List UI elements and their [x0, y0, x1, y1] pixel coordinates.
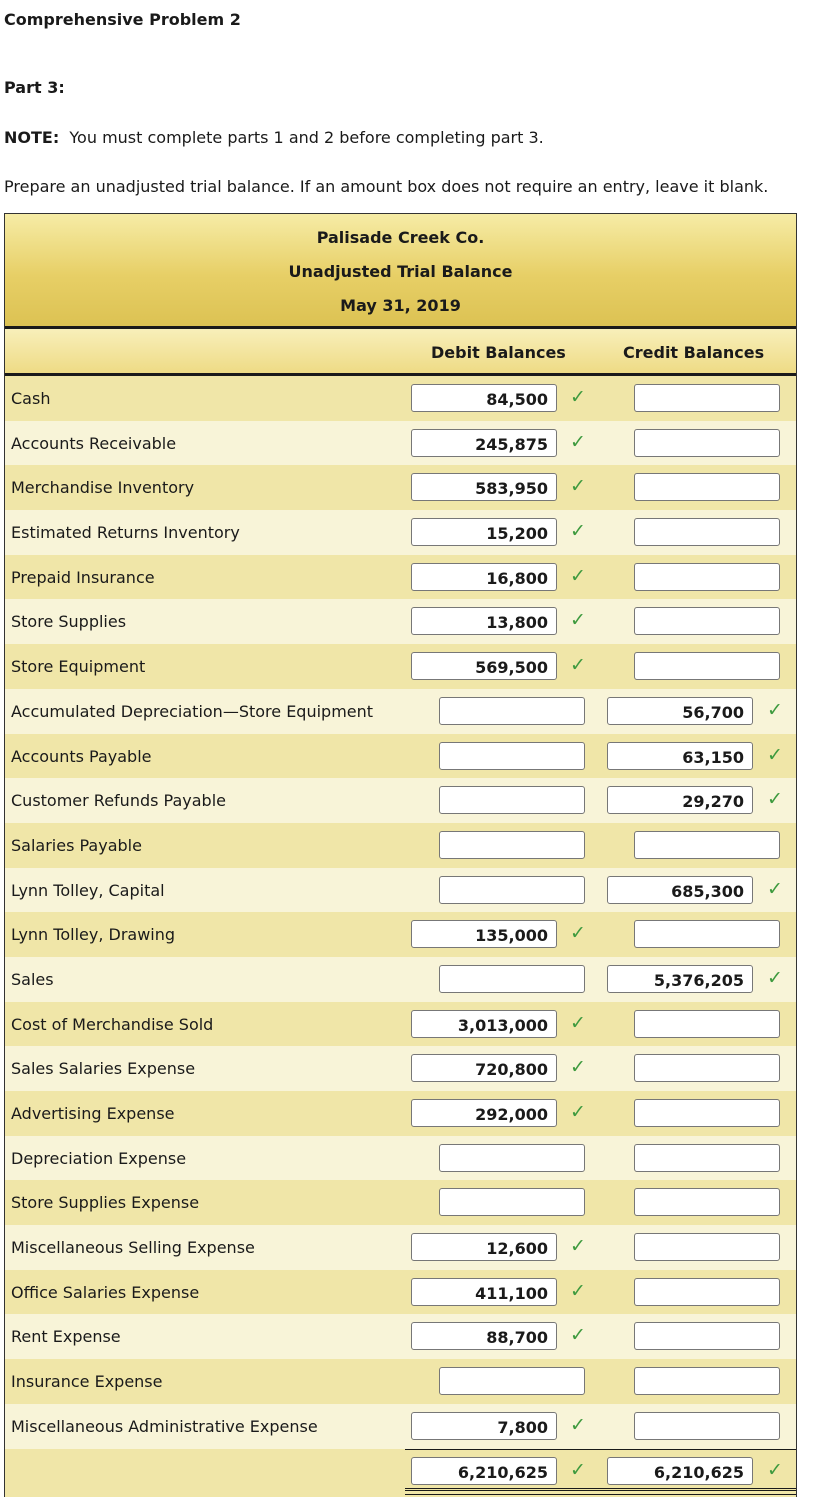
totals-row: [5, 1449, 796, 1497]
credit-input[interactable]: [634, 1322, 780, 1350]
table-row: [5, 823, 796, 868]
account-name: Rent Expense: [11, 1327, 121, 1347]
credit-input[interactable]: [634, 1412, 780, 1440]
table-row: [5, 1180, 796, 1225]
account-name: Sales: [11, 969, 54, 989]
debit-input[interactable]: [439, 697, 585, 725]
credit-input[interactable]: [634, 1144, 780, 1172]
account-name: Miscellaneous Selling Expense: [11, 1238, 255, 1258]
credit-header: Credit Balances: [623, 343, 765, 362]
part-heading: Part 3:: [4, 78, 65, 97]
debit-header: Debit Balances: [431, 343, 566, 362]
debit-input[interactable]: 84,500: [411, 384, 557, 412]
credit-input[interactable]: [634, 429, 780, 457]
check-icon: ✓: [570, 1056, 586, 1079]
debit-input[interactable]: [439, 1144, 585, 1172]
account-name: Customer Refunds Payable: [11, 791, 226, 811]
check-icon: ✓: [570, 430, 586, 453]
table-row: [5, 421, 796, 466]
check-icon: ✓: [570, 1324, 586, 1347]
debit-input[interactable]: 411,100: [411, 1278, 557, 1306]
table-row: [5, 734, 796, 779]
account-name: Cash: [11, 389, 51, 408]
statement-name: Unadjusted Trial Balance: [288, 262, 513, 281]
debit-total-input[interactable]: 6,210,625: [411, 1457, 557, 1485]
account-name: Accumulated Depreciation—Store Equipment: [11, 701, 374, 721]
debit-input[interactable]: 12,600: [411, 1233, 557, 1261]
check-icon: ✓: [570, 1011, 586, 1034]
company-name: Palisade Creek Co.: [316, 228, 485, 247]
check-icon: ✓: [570, 1279, 586, 1302]
credit-input[interactable]: [634, 1010, 780, 1038]
account-name: Store Supplies: [11, 612, 127, 632]
account-name: Estimated Returns Inventory: [11, 523, 240, 543]
debit-input[interactable]: 245,875: [411, 429, 557, 457]
note: [4, 128, 544, 147]
account-rows: [5, 376, 796, 1449]
debit-input[interactable]: [439, 1367, 585, 1395]
debit-input[interactable]: 15,200: [411, 518, 557, 546]
table-row: [5, 868, 796, 913]
debit-input[interactable]: 16,800: [411, 563, 557, 591]
debit-input[interactable]: 292,000: [411, 1099, 557, 1127]
account-name: Lynn Tolley, Capital: [11, 880, 165, 900]
table-row: [5, 1270, 796, 1315]
table-row: [5, 1404, 796, 1449]
account-name: Prepaid Insurance: [11, 567, 155, 587]
credit-input[interactable]: [634, 607, 780, 635]
double-rule: [405, 1488, 796, 1495]
check-icon: ✓: [570, 1235, 586, 1258]
credit-input[interactable]: [634, 384, 780, 412]
account-name: Cost of Merchandise Sold: [11, 1014, 214, 1034]
account-name: Depreciation Expense: [11, 1148, 187, 1168]
table-row: [5, 644, 796, 689]
debit-input[interactable]: [439, 786, 585, 814]
credit-input[interactable]: [634, 1054, 780, 1082]
check-icon: ✓: [767, 1458, 783, 1481]
instructions: Prepare an unadjusted trial balance. If an amount box does not require an entry, leave it blank.: [4, 177, 769, 196]
table-row: [5, 555, 796, 600]
table-row: [5, 689, 796, 734]
check-icon: ✓: [767, 877, 783, 900]
table-row: [5, 1091, 796, 1136]
account-name: Merchandise Inventory: [11, 478, 195, 498]
debit-input[interactable]: 583,950: [411, 473, 557, 501]
table-row: [5, 376, 796, 421]
note-label: NOTE:: [4, 128, 60, 147]
table-row: [5, 1046, 796, 1091]
check-icon: ✓: [570, 1413, 586, 1436]
table-row: [5, 957, 796, 1002]
table-row: [5, 778, 796, 823]
debit-input[interactable]: 569,500: [411, 652, 557, 680]
table-row: [5, 599, 796, 644]
account-name: Salaries Payable: [11, 835, 142, 855]
debit-input[interactable]: [439, 965, 585, 993]
table-heading: [5, 214, 796, 329]
trial-balance-table: [4, 213, 797, 1497]
credit-input[interactable]: [634, 518, 780, 546]
column-headers: [5, 329, 796, 376]
debit-input[interactable]: [439, 1188, 585, 1216]
table-row: [5, 1136, 796, 1181]
check-icon: ✓: [570, 609, 586, 632]
statement-date: May 31, 2019: [340, 296, 461, 315]
debit-input[interactable]: 13,800: [411, 607, 557, 635]
credit-input[interactable]: 56,700: [607, 697, 753, 725]
account-name: Sales Salaries Expense: [11, 1059, 196, 1079]
table-row: [5, 1359, 796, 1404]
account-name: Office Salaries Expense: [11, 1282, 200, 1302]
credit-input[interactable]: [634, 1278, 780, 1306]
account-name: Insurance Expense: [11, 1372, 163, 1392]
account-name: Store Supplies Expense: [11, 1193, 200, 1213]
debit-input[interactable]: 88,700: [411, 1322, 557, 1350]
credit-input[interactable]: [634, 1188, 780, 1216]
table-row: [5, 1225, 796, 1270]
check-icon: ✓: [570, 520, 586, 543]
credit-input[interactable]: 63,150: [607, 742, 753, 770]
debit-input[interactable]: [439, 876, 585, 904]
debit-input[interactable]: 7,800: [411, 1412, 557, 1440]
table-row: [5, 912, 796, 957]
debit-input[interactable]: [439, 831, 585, 859]
account-name: Accounts Payable: [11, 746, 152, 766]
check-icon: ✓: [767, 966, 783, 989]
total-rule: [405, 1449, 796, 1450]
credit-input[interactable]: [634, 1233, 780, 1261]
check-icon: ✓: [570, 1101, 586, 1123]
table-row: [5, 1314, 796, 1359]
check-icon: ✓: [570, 654, 586, 677]
check-icon: ✓: [767, 698, 783, 721]
account-name: Lynn Tolley, Drawing: [11, 925, 176, 945]
check-icon: ✓: [570, 475, 586, 498]
debit-input[interactable]: 720,800: [411, 1054, 557, 1082]
table-row: [5, 510, 796, 555]
check-icon: ✓: [570, 386, 586, 408]
table-row: [5, 1002, 796, 1047]
account-name: Store Equipment: [11, 657, 146, 677]
table-row: [5, 465, 796, 510]
check-icon: ✓: [767, 788, 783, 811]
debit-input[interactable]: [439, 742, 585, 770]
check-icon: ✓: [570, 1458, 586, 1481]
note-text: You must complete parts 1 and 2 before completing part 3.: [69, 128, 544, 147]
credit-input[interactable]: 5,376,205: [607, 965, 753, 993]
check-icon: ✓: [570, 922, 586, 945]
account-name: Miscellaneous Administrative Expense: [11, 1416, 318, 1436]
credit-input[interactable]: [634, 563, 780, 591]
credit-input[interactable]: [634, 1367, 780, 1395]
credit-input[interactable]: [634, 1099, 780, 1127]
check-icon: ✓: [767, 743, 783, 766]
credit-input[interactable]: 29,270: [607, 786, 753, 814]
page-title: Comprehensive Problem 2: [4, 10, 241, 29]
credit-input[interactable]: [634, 920, 780, 948]
credit-input[interactable]: 685,300: [607, 876, 753, 904]
credit-input[interactable]: [634, 831, 780, 859]
debit-input[interactable]: 3,013,000: [411, 1010, 557, 1038]
account-name: Advertising Expense: [11, 1104, 175, 1123]
credit-total-input[interactable]: 6,210,625: [607, 1457, 753, 1485]
account-name: Accounts Receivable: [11, 433, 177, 453]
check-icon: ✓: [570, 564, 586, 587]
credit-input[interactable]: [634, 652, 780, 680]
debit-input[interactable]: 135,000: [411, 920, 557, 948]
credit-input[interactable]: [634, 473, 780, 501]
